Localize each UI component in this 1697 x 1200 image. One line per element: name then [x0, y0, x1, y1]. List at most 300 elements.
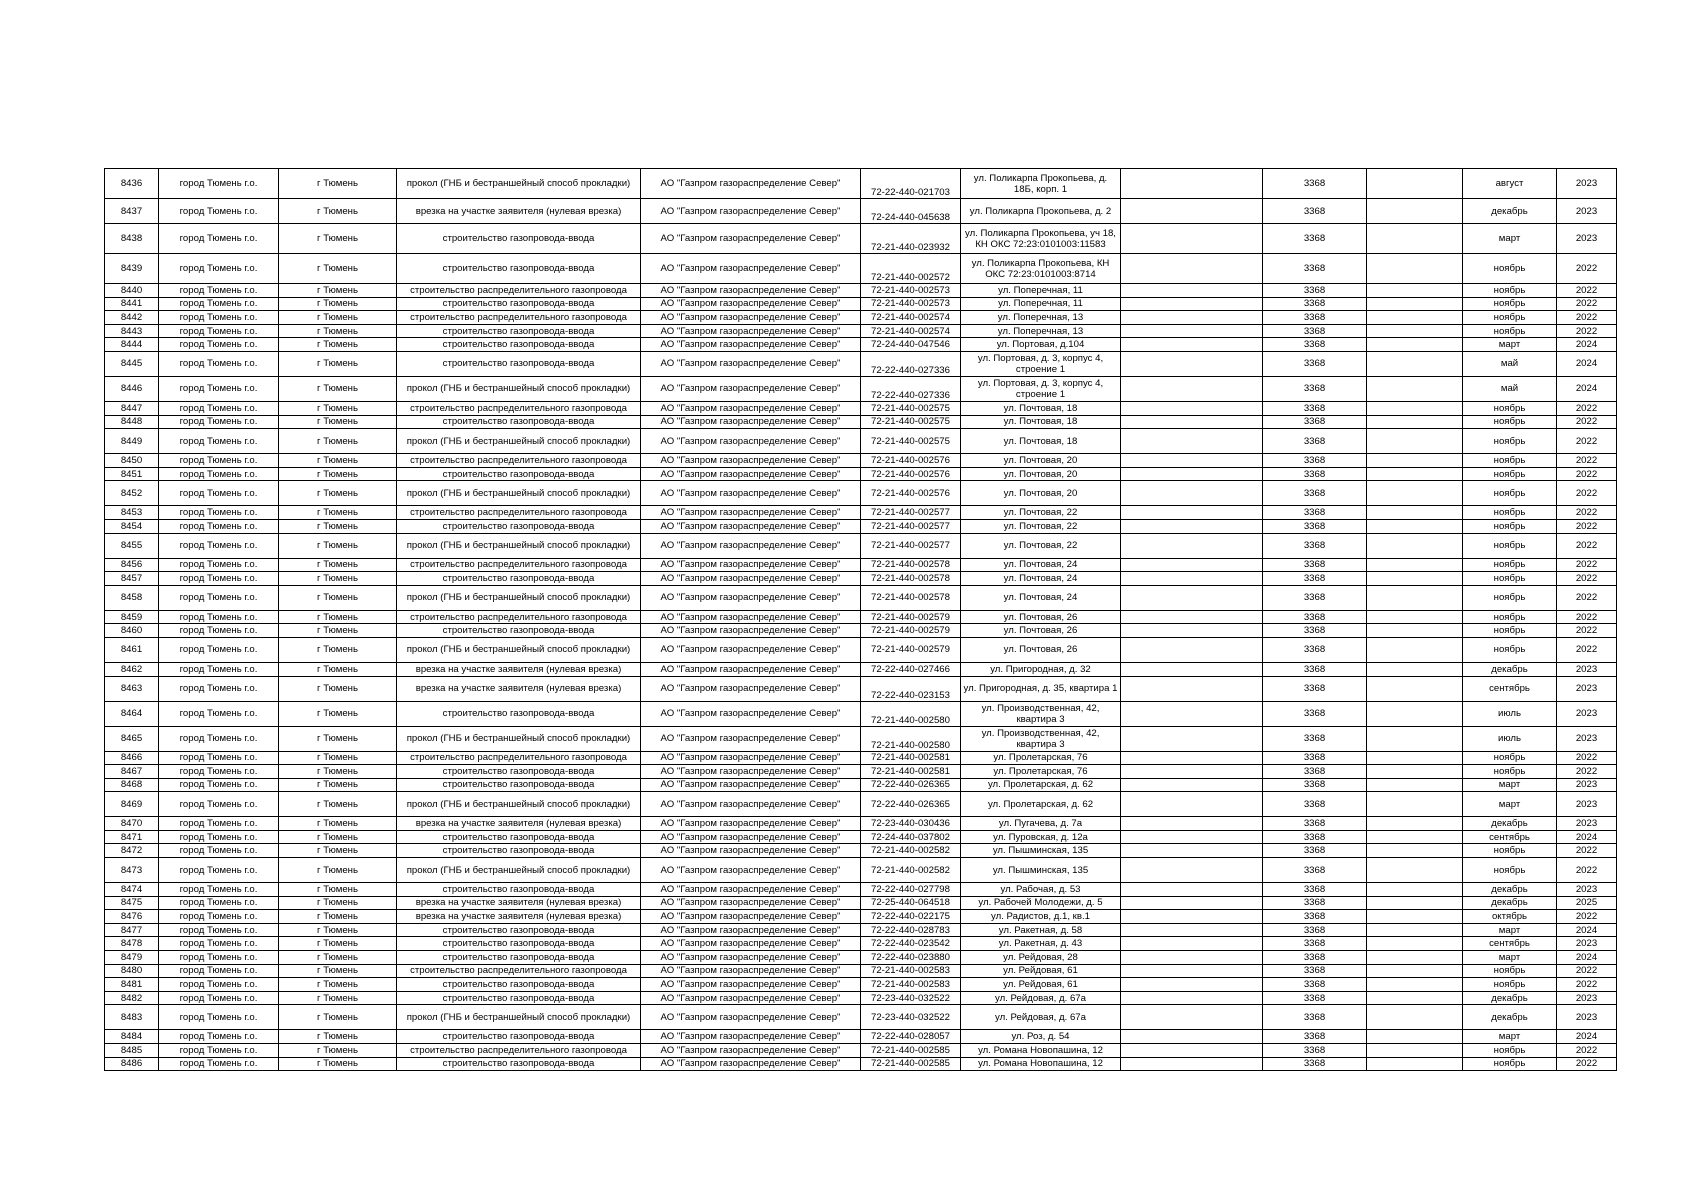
settlement: г Тюмень [279, 830, 397, 844]
work-type: строительство газопровода-ввода [397, 830, 641, 844]
year: 2023 [1557, 169, 1617, 199]
reference-number: 3368 [1263, 910, 1367, 924]
reference-number: 3368 [1263, 896, 1367, 910]
empty-cell [1121, 324, 1263, 338]
application-code: 72-21-440-002583 [861, 978, 961, 992]
year: 2022 [1557, 324, 1617, 338]
month: ноябрь [1463, 1057, 1557, 1071]
address: ул. Почтовая, 26 [961, 624, 1121, 638]
municipal-district: город Тюмень г.о. [159, 324, 279, 338]
municipal-district: город Тюмень г.о. [159, 765, 279, 779]
organization: АО "Газпром газораспределение Север" [641, 454, 861, 468]
municipal-district: город Тюмень г.о. [159, 169, 279, 199]
reference-number: 3368 [1263, 1044, 1367, 1058]
address: ул. Рабочая, д. 53 [961, 883, 1121, 897]
table-row [105, 572, 1617, 586]
address: ул. Пышминская, 135 [961, 844, 1121, 858]
empty-cell [1121, 572, 1263, 586]
empty-cell [1121, 844, 1263, 858]
year: 2022 [1557, 624, 1617, 638]
table-row [105, 311, 1617, 325]
empty-cell [1367, 519, 1463, 533]
empty-cell [1121, 506, 1263, 520]
year: 2022 [1557, 1057, 1617, 1071]
row-number: 8463 [105, 676, 159, 701]
empty-cell [1367, 844, 1463, 858]
municipal-district: город Тюмень г.о. [159, 858, 279, 883]
year: 2022 [1557, 910, 1617, 924]
organization: АО "Газпром газораспределение Север" [641, 415, 861, 429]
empty-cell [1367, 701, 1463, 726]
month: ноябрь [1463, 297, 1557, 311]
empty-cell [1121, 1030, 1263, 1044]
municipal-district: город Тюмень г.о. [159, 401, 279, 415]
month: октябрь [1463, 910, 1557, 924]
row-number: 8460 [105, 624, 159, 638]
empty-cell [1367, 910, 1463, 924]
empty-cell [1367, 937, 1463, 951]
year: 2022 [1557, 429, 1617, 454]
table-row [105, 169, 1617, 199]
table-row [105, 624, 1617, 638]
table-row [105, 351, 1617, 376]
organization: АО "Газпром газораспределение Север" [641, 991, 861, 1005]
settlement: г Тюмень [279, 883, 397, 897]
municipal-district: город Тюмень г.о. [159, 297, 279, 311]
municipal-district: город Тюмень г.о. [159, 817, 279, 831]
settlement: г Тюмень [279, 662, 397, 676]
municipal-district: город Тюмень г.о. [159, 429, 279, 454]
work-type: строительство газопровода-ввода [397, 765, 641, 779]
table-row [105, 858, 1617, 883]
organization: АО "Газпром газораспределение Север" [641, 1044, 861, 1058]
empty-cell [1367, 978, 1463, 992]
empty-cell [1367, 311, 1463, 325]
reference-number: 3368 [1263, 858, 1367, 883]
address: ул. Пуровская, д. 12а [961, 830, 1121, 844]
address: ул. Производственная, 42, квартира 3 [961, 701, 1121, 726]
empty-cell [1121, 199, 1263, 224]
row-number: 8478 [105, 937, 159, 951]
year: 2024 [1557, 338, 1617, 352]
year: 2022 [1557, 585, 1617, 610]
reference-number: 3368 [1263, 324, 1367, 338]
municipal-district: город Тюмень г.о. [159, 351, 279, 376]
table-row [105, 454, 1617, 468]
row-number: 8439 [105, 254, 159, 284]
work-type: врезка на участке заявителя (нулевая врезка) [397, 896, 641, 910]
application-code: 72-23-440-032522 [861, 991, 961, 1005]
municipal-district: город Тюмень г.о. [159, 376, 279, 401]
organization: АО "Газпром газораспределение Север" [641, 765, 861, 779]
reference-number: 3368 [1263, 765, 1367, 779]
municipal-district: город Тюмень г.о. [159, 830, 279, 844]
municipal-district: город Тюмень г.о. [159, 199, 279, 224]
empty-cell [1121, 765, 1263, 779]
year: 2022 [1557, 858, 1617, 883]
year: 2022 [1557, 610, 1617, 624]
settlement: г Тюмень [279, 311, 397, 325]
empty-cell [1121, 297, 1263, 311]
row-number: 8451 [105, 467, 159, 481]
row-number: 8471 [105, 830, 159, 844]
reference-number: 3368 [1263, 726, 1367, 751]
empty-cell [1121, 662, 1263, 676]
address: ул. Пышминская, 135 [961, 858, 1121, 883]
empty-cell [1367, 883, 1463, 897]
application-code: 72-21-440-002576 [861, 454, 961, 468]
application-code: 72-21-440-002574 [861, 311, 961, 325]
municipal-district: город Тюмень г.о. [159, 224, 279, 254]
settlement: г Тюмень [279, 896, 397, 910]
empty-cell [1121, 676, 1263, 701]
empty-cell [1121, 624, 1263, 638]
empty-cell [1121, 481, 1263, 506]
year: 2025 [1557, 896, 1617, 910]
reference-number: 3368 [1263, 284, 1367, 298]
month: декабрь [1463, 662, 1557, 676]
table-row [105, 844, 1617, 858]
year: 2022 [1557, 637, 1617, 662]
table-row [105, 923, 1617, 937]
row-number: 8464 [105, 701, 159, 726]
year: 2022 [1557, 467, 1617, 481]
application-code: 72-22-440-021703 [861, 169, 961, 199]
municipal-district: город Тюмень г.о. [159, 951, 279, 965]
application-code: 72-21-440-002580 [861, 726, 961, 751]
address: ул. Пролетарская, 76 [961, 751, 1121, 765]
month: июль [1463, 701, 1557, 726]
empty-cell [1367, 224, 1463, 254]
table-row [105, 254, 1617, 284]
reference-number: 3368 [1263, 376, 1367, 401]
application-code: 72-22-440-023880 [861, 951, 961, 965]
municipal-district: город Тюмень г.о. [159, 481, 279, 506]
settlement: г Тюмень [279, 817, 397, 831]
organization: АО "Газпром газораспределение Север" [641, 284, 861, 298]
address: ул. Пригородная, д. 32 [961, 662, 1121, 676]
work-type: строительство распределительного газопровода [397, 454, 641, 468]
address: ул. Романа Новопашина, 12 [961, 1044, 1121, 1058]
empty-cell [1121, 284, 1263, 298]
reference-number: 3368 [1263, 506, 1367, 520]
address: ул. Производственная, 42, квартира 3 [961, 726, 1121, 751]
empty-cell [1121, 533, 1263, 558]
reference-number: 3368 [1263, 297, 1367, 311]
work-type: строительство распределительного газопровода [397, 610, 641, 624]
work-type: прокол (ГНБ и бестраншейный способ прокладки) [397, 429, 641, 454]
table-row [105, 338, 1617, 352]
settlement: г Тюмень [279, 765, 397, 779]
organization: АО "Газпром газораспределение Север" [641, 311, 861, 325]
row-number: 8457 [105, 572, 159, 586]
work-type: прокол (ГНБ и бестраншейный способ прокладки) [397, 1005, 641, 1030]
year: 2022 [1557, 558, 1617, 572]
work-type: строительство газопровода-ввода [397, 701, 641, 726]
table-row [105, 519, 1617, 533]
reference-number: 3368 [1263, 585, 1367, 610]
month: ноябрь [1463, 624, 1557, 638]
empty-cell [1367, 1044, 1463, 1058]
empty-cell [1121, 792, 1263, 817]
table-row [105, 429, 1617, 454]
work-type: строительство газопровода-ввода [397, 1030, 641, 1044]
empty-cell [1121, 401, 1263, 415]
address: ул. Портовая, д. 3, корпус 4, строение 1 [961, 376, 1121, 401]
address: ул. Рейдовая, д. 67а [961, 991, 1121, 1005]
application-code: 72-21-440-002582 [861, 858, 961, 883]
row-number: 8448 [105, 415, 159, 429]
year: 2023 [1557, 676, 1617, 701]
address: ул. Поперечная, 13 [961, 324, 1121, 338]
work-type: прокол (ГНБ и бестраншейный способ прокладки) [397, 376, 641, 401]
municipal-district: город Тюмень г.о. [159, 676, 279, 701]
work-type: прокол (ГНБ и бестраншейный способ прокладки) [397, 481, 641, 506]
empty-cell [1367, 481, 1463, 506]
month: август [1463, 169, 1557, 199]
row-number: 8445 [105, 351, 159, 376]
table-row [105, 1044, 1617, 1058]
reference-number: 3368 [1263, 662, 1367, 676]
row-number: 8483 [105, 1005, 159, 1030]
table-row [105, 937, 1617, 951]
application-code: 72-21-440-002573 [861, 297, 961, 311]
address: ул. Рейдовая, 28 [961, 951, 1121, 965]
month: май [1463, 376, 1557, 401]
row-number: 8443 [105, 324, 159, 338]
empty-cell [1121, 830, 1263, 844]
work-type: строительство газопровода-ввода [397, 778, 641, 792]
empty-cell [1367, 199, 1463, 224]
municipal-district: город Тюмень г.о. [159, 1030, 279, 1044]
month: ноябрь [1463, 765, 1557, 779]
table-row [105, 1030, 1617, 1044]
work-type: строительство газопровода-ввода [397, 297, 641, 311]
application-code: 72-21-440-002582 [861, 844, 961, 858]
row-number: 8485 [105, 1044, 159, 1058]
month: март [1463, 338, 1557, 352]
application-code: 72-21-440-002583 [861, 964, 961, 978]
year: 2023 [1557, 224, 1617, 254]
address: ул. Почтовая, 22 [961, 519, 1121, 533]
empty-cell [1121, 254, 1263, 284]
table-body [105, 169, 1617, 1071]
application-code: 72-23-440-032522 [861, 1005, 961, 1030]
row-number: 8447 [105, 401, 159, 415]
application-code: 72-22-440-028057 [861, 1030, 961, 1044]
row-number: 8459 [105, 610, 159, 624]
address: ул. Радистов, д.1, кв.1 [961, 910, 1121, 924]
organization: АО "Газпром газораспределение Север" [641, 923, 861, 937]
row-number: 8441 [105, 297, 159, 311]
reference-number: 3368 [1263, 792, 1367, 817]
reference-number: 3368 [1263, 610, 1367, 624]
reference-number: 3368 [1263, 254, 1367, 284]
settlement: г Тюмень [279, 519, 397, 533]
work-type: строительство газопровода-ввода [397, 415, 641, 429]
year: 2023 [1557, 883, 1617, 897]
table-row [105, 376, 1617, 401]
empty-cell [1367, 765, 1463, 779]
table-row [105, 558, 1617, 572]
application-code: 72-22-440-026365 [861, 778, 961, 792]
organization: АО "Газпром газораспределение Север" [641, 817, 861, 831]
application-code: 72-22-440-027798 [861, 883, 961, 897]
month: ноябрь [1463, 751, 1557, 765]
municipal-district: город Тюмень г.о. [159, 751, 279, 765]
application-code: 72-21-440-002579 [861, 624, 961, 638]
row-number: 8481 [105, 978, 159, 992]
settlement: г Тюмень [279, 1044, 397, 1058]
application-code: 72-21-440-002580 [861, 701, 961, 726]
settlement: г Тюмень [279, 701, 397, 726]
empty-cell [1367, 572, 1463, 586]
row-number: 8477 [105, 923, 159, 937]
empty-cell [1367, 415, 1463, 429]
municipal-district: город Тюмень г.о. [159, 1044, 279, 1058]
organization: АО "Газпром газораспределение Север" [641, 662, 861, 676]
reference-number: 3368 [1263, 1005, 1367, 1030]
work-type: прокол (ГНБ и бестраншейный способ прокладки) [397, 585, 641, 610]
reference-number: 3368 [1263, 978, 1367, 992]
month: ноябрь [1463, 519, 1557, 533]
work-type: врезка на участке заявителя (нулевая врезка) [397, 662, 641, 676]
empty-cell [1367, 662, 1463, 676]
row-number: 8472 [105, 844, 159, 858]
work-type: строительство газопровода-ввода [397, 844, 641, 858]
empty-cell [1367, 792, 1463, 817]
empty-cell [1121, 923, 1263, 937]
empty-cell [1121, 376, 1263, 401]
empty-cell [1367, 338, 1463, 352]
settlement: г Тюмень [279, 199, 397, 224]
organization: АО "Газпром газораспределение Север" [641, 896, 861, 910]
row-number: 8468 [105, 778, 159, 792]
work-type: строительство распределительного газопровода [397, 311, 641, 325]
table-row [105, 726, 1617, 751]
settlement: г Тюмень [279, 951, 397, 965]
municipal-district: город Тюмень г.о. [159, 726, 279, 751]
municipal-district: город Тюмень г.о. [159, 533, 279, 558]
year: 2022 [1557, 401, 1617, 415]
application-code: 72-23-440-030436 [861, 817, 961, 831]
settlement: г Тюмень [279, 844, 397, 858]
settlement: г Тюмень [279, 506, 397, 520]
row-number: 8467 [105, 765, 159, 779]
reference-number: 3368 [1263, 1057, 1367, 1071]
address: ул. Пролетарская, д. 62 [961, 792, 1121, 817]
address: ул. Поликарпа Прокопьева, д. 2 [961, 199, 1121, 224]
month: ноябрь [1463, 454, 1557, 468]
empty-cell [1121, 415, 1263, 429]
organization: АО "Газпром газораспределение Север" [641, 324, 861, 338]
month: ноябрь [1463, 978, 1557, 992]
municipal-district: город Тюмень г.о. [159, 572, 279, 586]
settlement: г Тюмень [279, 778, 397, 792]
month: март [1463, 778, 1557, 792]
month: сентябрь [1463, 830, 1557, 844]
reference-number: 3368 [1263, 751, 1367, 765]
work-type: врезка на участке заявителя (нулевая врезка) [397, 817, 641, 831]
table-row [105, 991, 1617, 1005]
municipal-district: город Тюмень г.о. [159, 637, 279, 662]
reference-number: 3368 [1263, 951, 1367, 965]
row-number: 8484 [105, 1030, 159, 1044]
settlement: г Тюмень [279, 1005, 397, 1030]
application-code: 72-21-440-002577 [861, 506, 961, 520]
row-number: 8438 [105, 224, 159, 254]
work-type: строительство газопровода-ввода [397, 937, 641, 951]
application-code: 72-21-440-002579 [861, 637, 961, 662]
reference-number: 3368 [1263, 224, 1367, 254]
empty-cell [1121, 778, 1263, 792]
settlement: г Тюмень [279, 558, 397, 572]
address: ул. Поликарпа Прокопьева, д. 18Б, корп. 1 [961, 169, 1121, 199]
month: ноябрь [1463, 964, 1557, 978]
table-row [105, 224, 1617, 254]
municipal-district: город Тюмень г.о. [159, 1005, 279, 1030]
municipal-district: город Тюмень г.о. [159, 1057, 279, 1071]
address: ул. Рейдовая, д. 67а [961, 1005, 1121, 1030]
row-number: 8469 [105, 792, 159, 817]
work-type: врезка на участке заявителя (нулевая врезка) [397, 910, 641, 924]
reference-number: 3368 [1263, 429, 1367, 454]
table-row [105, 637, 1617, 662]
table-row [105, 765, 1617, 779]
row-number: 8444 [105, 338, 159, 352]
table-row [105, 910, 1617, 924]
month: ноябрь [1463, 533, 1557, 558]
address: ул. Поперечная, 13 [961, 311, 1121, 325]
reference-number: 3368 [1263, 351, 1367, 376]
empty-cell [1367, 1005, 1463, 1030]
table-row [105, 533, 1617, 558]
address: ул. Поперечная, 11 [961, 284, 1121, 298]
empty-cell [1367, 454, 1463, 468]
address: ул. Пролетарская, 76 [961, 765, 1121, 779]
address: ул. Ракетная, д. 43 [961, 937, 1121, 951]
address: ул. Портовая, д. 3, корпус 4, строение 1 [961, 351, 1121, 376]
application-code: 72-22-440-026365 [861, 792, 961, 817]
empty-cell [1121, 610, 1263, 624]
table-row [105, 951, 1617, 965]
work-type: строительство газопровода-ввода [397, 991, 641, 1005]
year: 2022 [1557, 506, 1617, 520]
month: ноябрь [1463, 1044, 1557, 1058]
month: март [1463, 951, 1557, 965]
empty-cell [1367, 297, 1463, 311]
empty-cell [1121, 169, 1263, 199]
work-type: прокол (ГНБ и бестраншейный способ прокладки) [397, 637, 641, 662]
month: ноябрь [1463, 284, 1557, 298]
organization: АО "Газпром газораспределение Север" [641, 506, 861, 520]
settlement: г Тюмень [279, 481, 397, 506]
table-row [105, 817, 1617, 831]
year: 2022 [1557, 519, 1617, 533]
work-type: строительство газопровода-ввода [397, 923, 641, 937]
year: 2022 [1557, 751, 1617, 765]
reference-number: 3368 [1263, 637, 1367, 662]
municipal-district: город Тюмень г.о. [159, 910, 279, 924]
settlement: г Тюмень [279, 224, 397, 254]
year: 2022 [1557, 1044, 1617, 1058]
work-type: строительство газопровода-ввода [397, 338, 641, 352]
row-number: 8458 [105, 585, 159, 610]
settlement: г Тюмень [279, 533, 397, 558]
empty-cell [1121, 896, 1263, 910]
work-type: строительство распределительного газопровода [397, 964, 641, 978]
organization: АО "Газпром газораспределение Север" [641, 751, 861, 765]
